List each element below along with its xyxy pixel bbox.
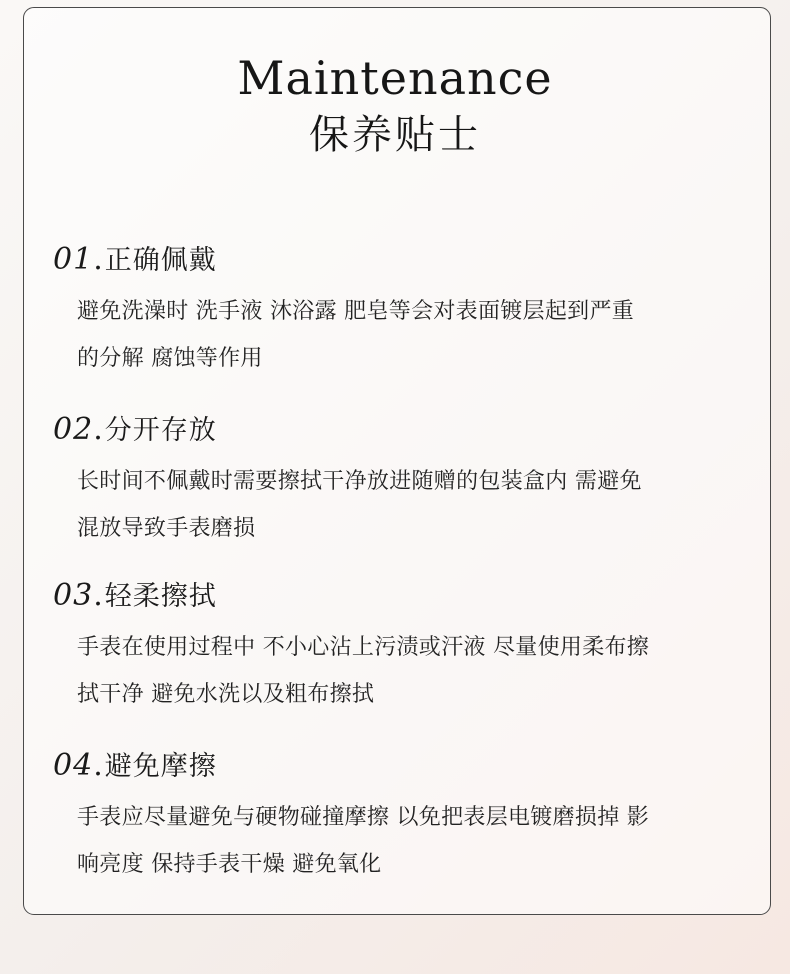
tip-body-line: 拭干净 避免水洗以及粗布擦拭 [77, 682, 375, 707]
tip-section-1 [53, 240, 753, 382]
tip-title: 分开存放 [104, 415, 217, 446]
page-title-chinese: 保养贴士 [309, 112, 481, 158]
tip-body [77, 458, 742, 552]
tip-number: 02 [53, 412, 94, 447]
tip-body [77, 624, 742, 718]
tip-body-line: 避免洗澡时 洗手液 沐浴露 肥皂等会对表面镀层起到严重 [77, 299, 635, 324]
tip-heading [53, 746, 753, 786]
tip-body-line: 响亮度 保持手表干燥 避免氧化 [77, 852, 382, 877]
tip-number: 03 [53, 578, 94, 613]
tip-title: 正确佩戴 [104, 245, 217, 276]
tip-title: 避免摩擦 [104, 751, 217, 782]
tip-number-dot: . [93, 412, 103, 447]
tip-heading [53, 410, 753, 450]
tip-number-dot: . [93, 242, 103, 277]
tip-number-dot: . [93, 578, 103, 613]
tip-body [77, 288, 742, 382]
tip-body-line: 手表应尽量避免与硬物碰撞摩擦 以免把表层电镀磨损掉 影 [77, 805, 650, 830]
page-title-english: Maintenance [237, 51, 553, 105]
tip-body-line: 手表在使用过程中 不小心沾上污渍或汗液 尽量使用柔布擦 [77, 635, 650, 660]
tip-body-line: 的分解 腐蚀等作用 [77, 346, 263, 371]
tip-body-line: 混放导致手表磨损 [77, 516, 256, 541]
tip-body-line: 长时间不佩戴时需要擦拭干净放进随赠的包装盒内 需避免 [77, 469, 642, 494]
tip-number: 01 [53, 242, 94, 277]
tip-number: 04 [53, 748, 94, 783]
tip-section-4 [53, 746, 753, 888]
tip-number-dot: . [93, 748, 103, 783]
tip-heading [53, 240, 753, 280]
tip-heading [53, 576, 753, 616]
tip-section-2 [53, 410, 753, 552]
tip-body [77, 794, 742, 888]
tip-title: 轻柔擦拭 [104, 581, 217, 612]
tip-section-3 [53, 576, 753, 718]
